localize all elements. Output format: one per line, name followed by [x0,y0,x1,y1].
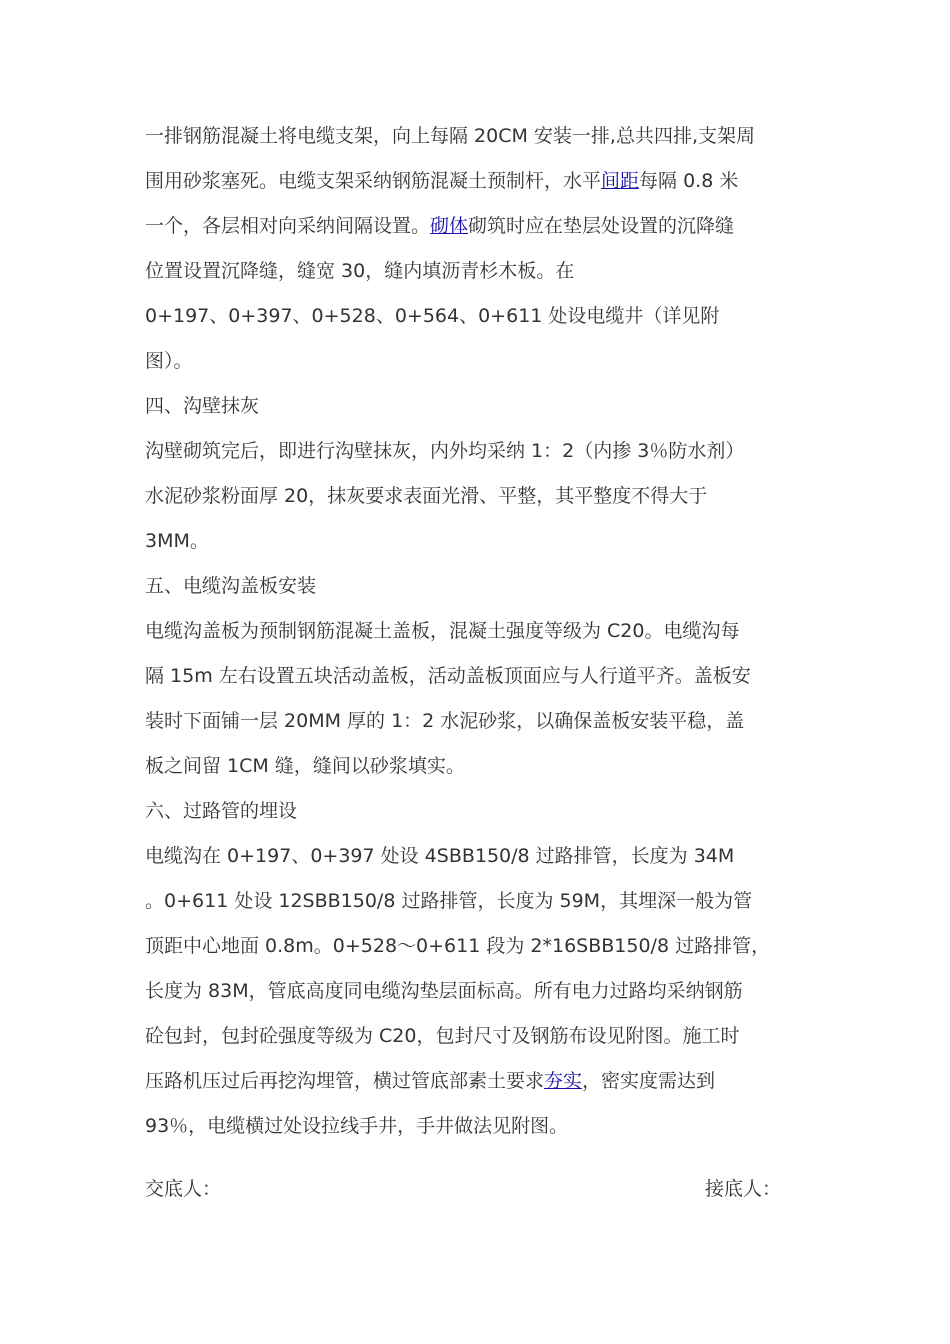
text-line [145,753,465,779]
text-line [145,798,297,824]
term-link[interactable]: 砌体 [430,215,469,237]
text-line [145,1113,568,1139]
text-line [145,978,743,1004]
text-span: 图）。 [145,350,193,372]
text-line [145,708,744,734]
text-span: 砼包封，包封砼强度等级为 C20，包封尺寸及钢筋布设见附图。施工时 [145,1025,740,1047]
text-line [145,1023,740,1049]
text-span: 沟壁砌筑完后，即进行沟壁抹灰，内外均采纳 1：2（内掺 3％防水剂） [145,440,745,462]
text-span: 顶距中心地面 0.8m。0+528～0+611 段为 2*16SBB150/8 过路排管， [145,935,771,957]
text-span: 每隔 0.8 米 [639,170,739,192]
text-span: 板之间留 1CM 缝，缝间以砂浆填实。 [145,755,465,777]
text-line [145,258,574,284]
text-span: 电缆沟在 0+197、0+397 处设 4SBB150/8 过路排管，长度为 34M [145,845,735,867]
text-span: 93％，电缆横过处设拉线手井，手井做法见附图。 [145,1115,569,1137]
text-line [145,438,744,464]
text-line [145,843,734,869]
receiver-person-label: 接底人： [705,1178,782,1200]
handover-person-label: 交底人： [145,1178,222,1200]
text-span: 位置设置沉降缝，缝宽 30，缝内填沥青杉木板。在 [145,260,575,282]
text-span: 一排钢筋混凝土将电缆支架，向上每隔 20CM 安装一排,总共四排,支架周 [145,125,755,147]
text-line [145,1068,715,1094]
text-span: 3MM。 [145,530,209,552]
text-span: ，密实度需达到 [582,1070,716,1092]
text-line [145,663,751,689]
term-link[interactable]: 夯实 [544,1070,583,1092]
text-line [145,123,755,149]
text-span: 长度为 83M，管底高度同电缆沟垫层面标高。所有电力过路均采纳钢筋 [145,980,743,1002]
text-line [145,933,770,959]
text-line [145,618,740,644]
text-line [145,168,738,194]
text-span: 压路机压过后再挖沟埋管，横过管底部素土要求 [145,1070,545,1092]
text-span: 水泥砂浆粉面厚 20，抹灰要求表面光滑、平整，其平整度不得大于 [145,485,708,507]
text-span: 装时下面铺一层 20MM 厚的 1：2 水泥砂浆，以确保盖板安装平稳，盖 [145,710,745,732]
text-span: 砌筑时应在垫层处设置的沉降缝 [468,215,735,237]
text-line [145,888,752,914]
text-span: 电缆沟盖板为预制钢筋混凝土盖板，混凝土强度等级为 C20。电缆沟每 [145,620,740,642]
text-line [145,393,259,419]
text-span: 四、沟壁抹灰 [145,395,260,417]
text-span: 五、电缆沟盖板安装 [145,575,317,597]
text-line [145,303,719,329]
text-line [145,573,316,599]
text-line [145,528,209,554]
text-span: 围用砂浆塞死。电缆支架采纳钢筋混凝土预制杆，水平 [145,170,602,192]
text-span: 一个，各层相对向采纳间隔设置。 [145,215,431,237]
text-line [145,213,734,239]
text-line [145,348,193,374]
text-span: 隔 15m 左右设置五块活动盖板，活动盖板顶面应与人行道平齐。盖板安 [145,665,751,687]
text-span: 0+197、0+397、0+528、0+564、0+611 处设电缆井（详见附 [145,305,720,327]
text-line [145,483,707,509]
text-span: 。0+611 处设 12SBB150/8 过路排管，长度为 59M，其埋深一般为管 [145,890,753,912]
text-span: 六、过路管的埋设 [145,800,298,822]
term-link[interactable]: 间距 [601,170,640,192]
